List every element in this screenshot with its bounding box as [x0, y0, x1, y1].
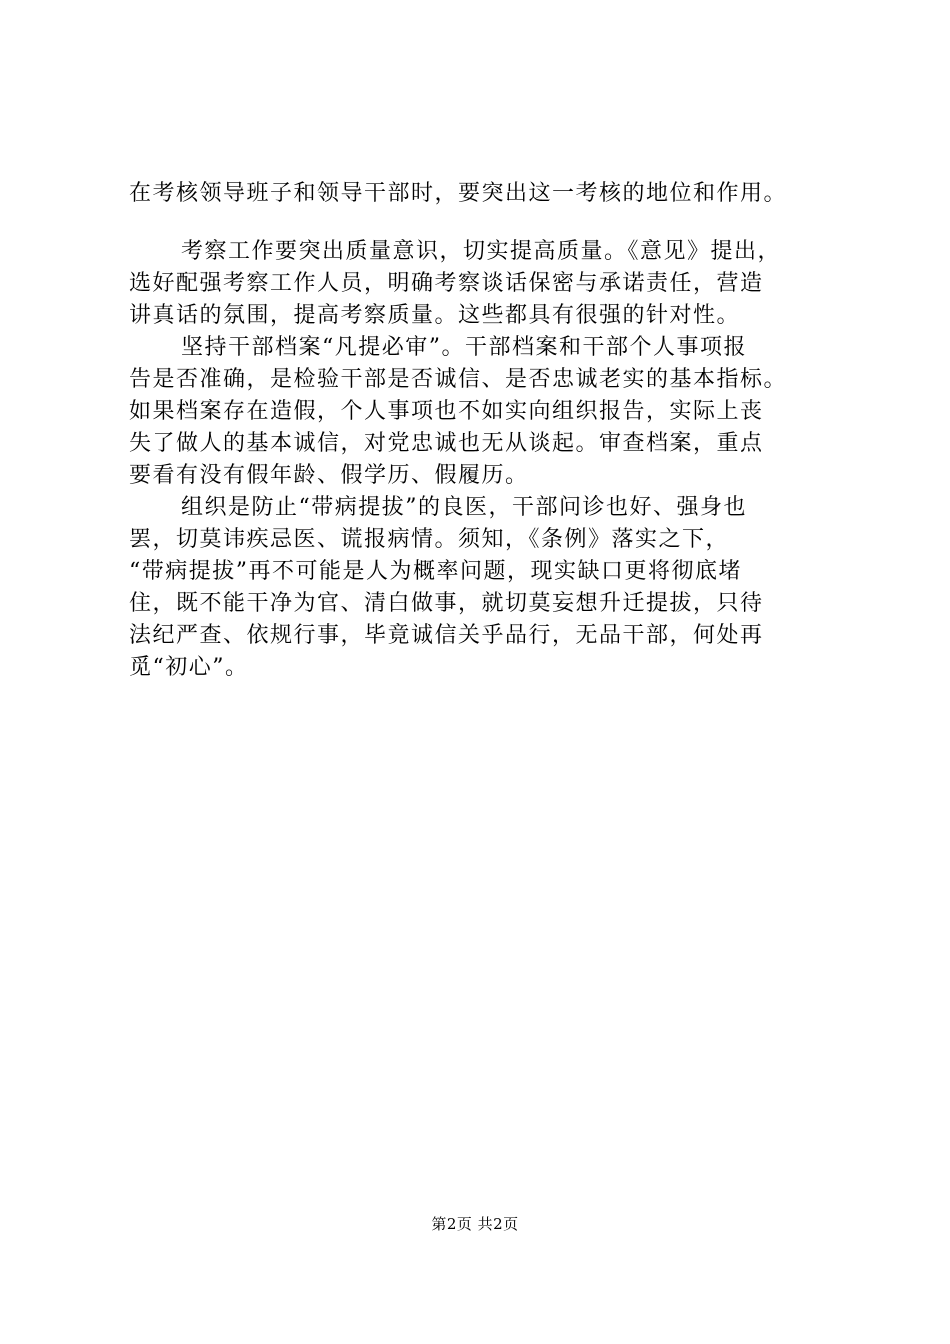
paragraph-4-line-5: 法纪严查、依规行事，毕竟诚信关乎品行，无品干部，何处再	[129, 623, 764, 648]
paragraph-3-line-2: 告是否准确，是检验干部是否诚信、是否忠诚老实的基本指标。	[129, 367, 788, 392]
paragraph-2-line-1: 考察工作要突出质量意识，切实提高质量。《意见》提出，	[181, 239, 782, 264]
paragraph-2-line-2: 选好配强考察工作人员，明确考察谈话保密与承诺责任，营造	[129, 271, 764, 296]
paragraph-3-line-3: 如果档案存在造假，个人事项也不如实向组织报告，实际上丧	[129, 399, 764, 424]
paragraph-3-line-1: 坚持干部档案“凡提必审”。干部档案和干部个人事项报	[181, 335, 747, 360]
paragraph-4-line-4: 住，既不能干净为官、清白做事，就切莫妄想升迁提拔，只待	[129, 591, 764, 616]
paragraph-2-line-3: 讲真话的氛围，提高考察质量。这些都具有很强的针对性。	[129, 303, 741, 328]
paragraph-4-line-2: 罢，切莫讳疾忌医、谎报病情。须知，《条例》落实之下，	[129, 527, 730, 552]
paragraph-3-line-5: 要看有没有假年龄、假学历、假履历。	[129, 463, 529, 488]
paragraph-4-line-1: 组织是防止“带病提拔”的良医，干部问诊也好、强身也	[181, 495, 747, 520]
paragraph-4-line-6: 觅“初心”。	[129, 655, 249, 680]
paragraph-1-line-1: 在考核领导班子和领导干部时，要突出这一考核的地位和作用。	[129, 181, 788, 206]
paragraph-4-line-3: “带病提拔”再不可能是人为概率问题，现实缺口更将彻底堵	[129, 559, 742, 584]
paragraph-3-line-4: 失了做人的基本诚信，对党忠诚也无从谈起。审查档案，重点	[129, 431, 764, 456]
page-number-footer: 第2页 共2页	[431, 1215, 519, 1233]
